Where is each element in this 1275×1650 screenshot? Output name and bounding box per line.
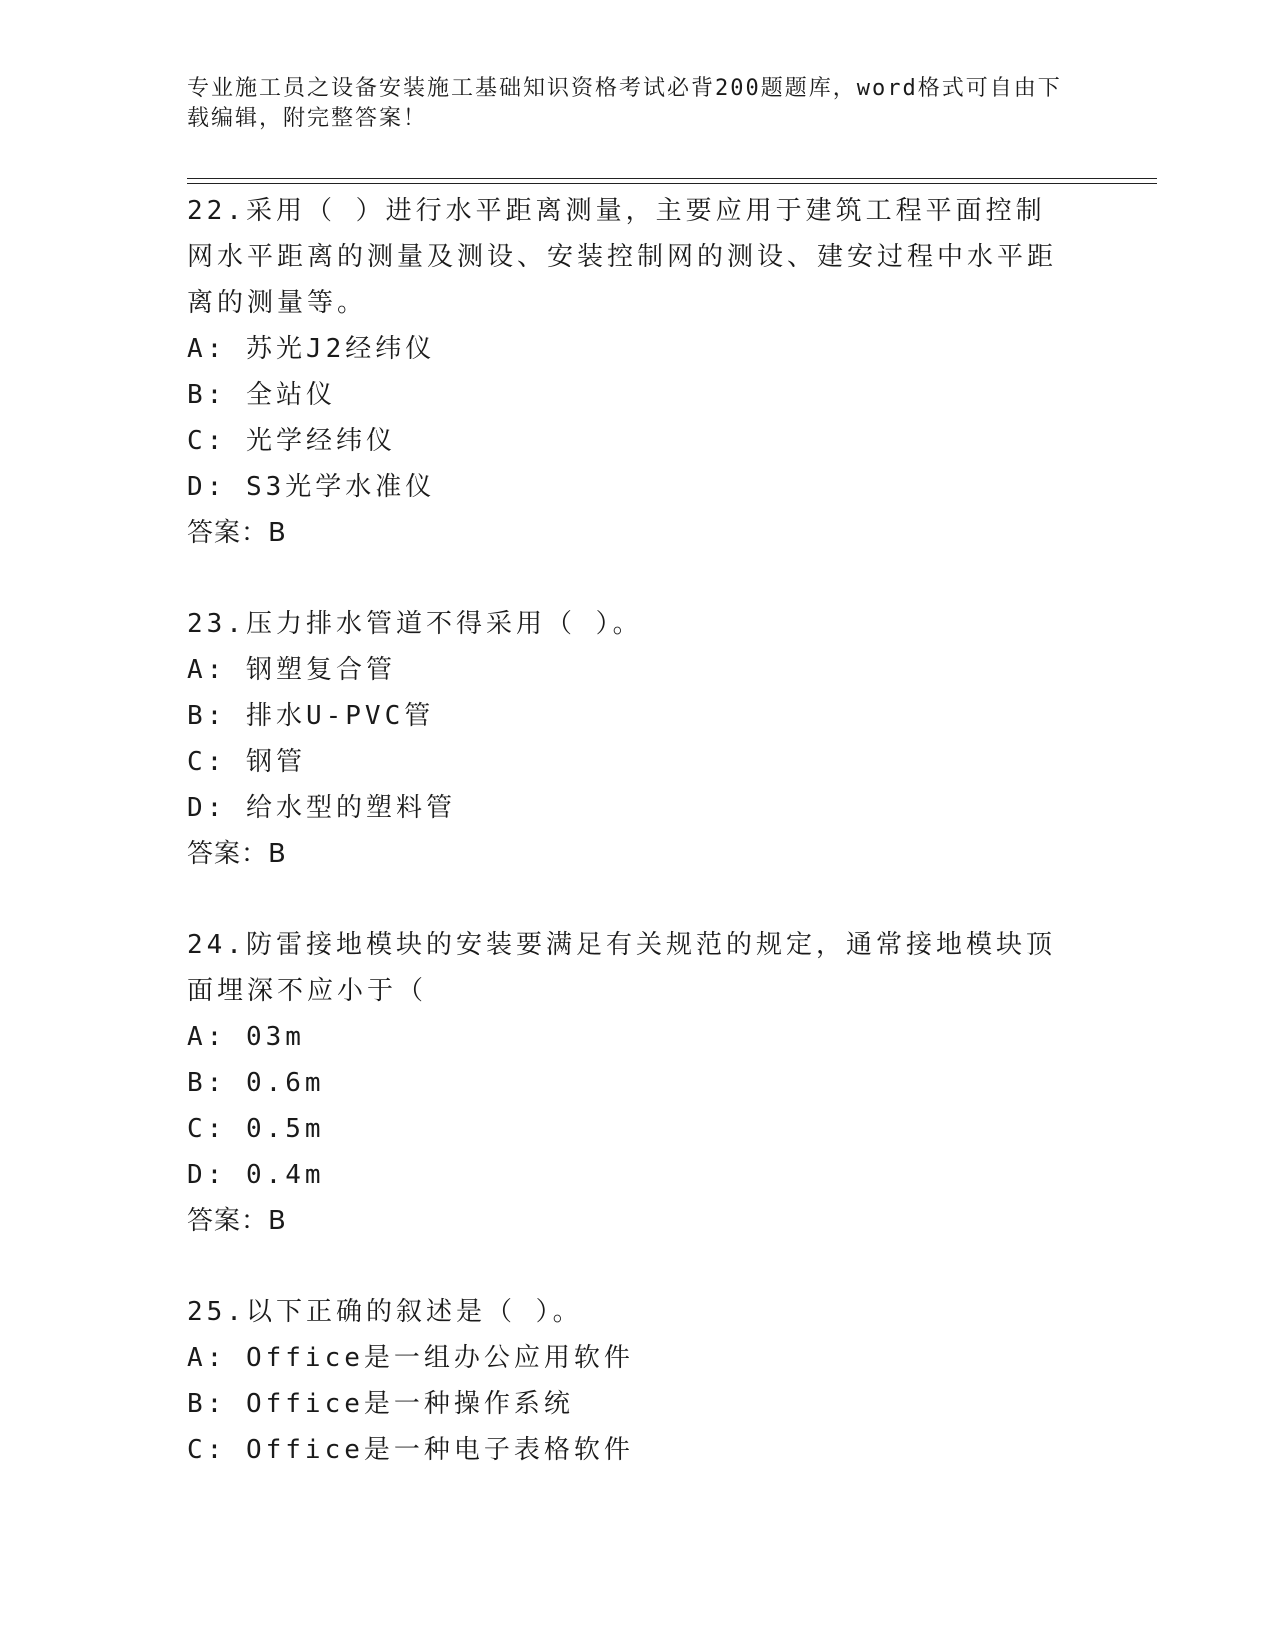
answer-label: 答案：B [187, 839, 287, 869]
option-d: D: 0.4m [187, 1160, 325, 1190]
question-24 [187, 922, 1087, 1244]
document-header: 专业施工员之设备安装施工基础知识资格考试必背200题题库，word格式可自由下载编辑，附完整答案！ [187, 76, 1062, 131]
question-spacer [187, 556, 1087, 601]
question-stem: 23.压力排水管道不得采用（ ）。 [187, 609, 643, 639]
option-b: B: Office是一种操作系统 [187, 1389, 574, 1419]
option-b: B: 全站仪 [187, 380, 336, 410]
option-a: A: Office是一组办公应用软件 [187, 1343, 634, 1373]
question-22 [187, 188, 1087, 556]
option-d: D: 给水型的塑料管 [187, 793, 456, 823]
question-stem: 24.防雷接地模块的安装要满足有关规范的规定，通常接地模块顶面埋深不应小于（ [187, 930, 1056, 1006]
question-23 [187, 601, 1087, 877]
header-divider-bottom [187, 183, 1157, 184]
option-b: B: 排水U-PVC管 [187, 701, 435, 731]
option-c: C: 0.5m [187, 1114, 325, 1144]
header-divider-top [187, 178, 1157, 179]
question-spacer [187, 1244, 1087, 1289]
question-stem: 22.采用（ ）进行水平距离测量，主要应用于建筑工程平面控制网水平距离的测量及测设、安装控制网的测设、建安过程中水平距离的测量等。 [187, 196, 1058, 318]
question-stem: 25.以下正确的叙述是（ ）。 [187, 1297, 583, 1327]
question-spacer [187, 877, 1087, 922]
option-d: D: S3光学水准仪 [187, 472, 436, 502]
option-c: C: Office是一种电子表格软件 [187, 1435, 634, 1465]
answer-label: 答案：B [187, 1206, 287, 1236]
option-c: C: 光学经纬仪 [187, 426, 396, 456]
answer-label: 答案：B [187, 518, 287, 548]
option-a: A: 苏光J2经纬仪 [187, 334, 436, 364]
question-25 [187, 1289, 1087, 1473]
option-a: A: 钢塑复合管 [187, 655, 396, 685]
question-list [187, 188, 1087, 1473]
option-b: B: 0.6m [187, 1068, 325, 1098]
option-a: A: 03m [187, 1022, 305, 1052]
option-c: C: 钢管 [187, 747, 306, 777]
